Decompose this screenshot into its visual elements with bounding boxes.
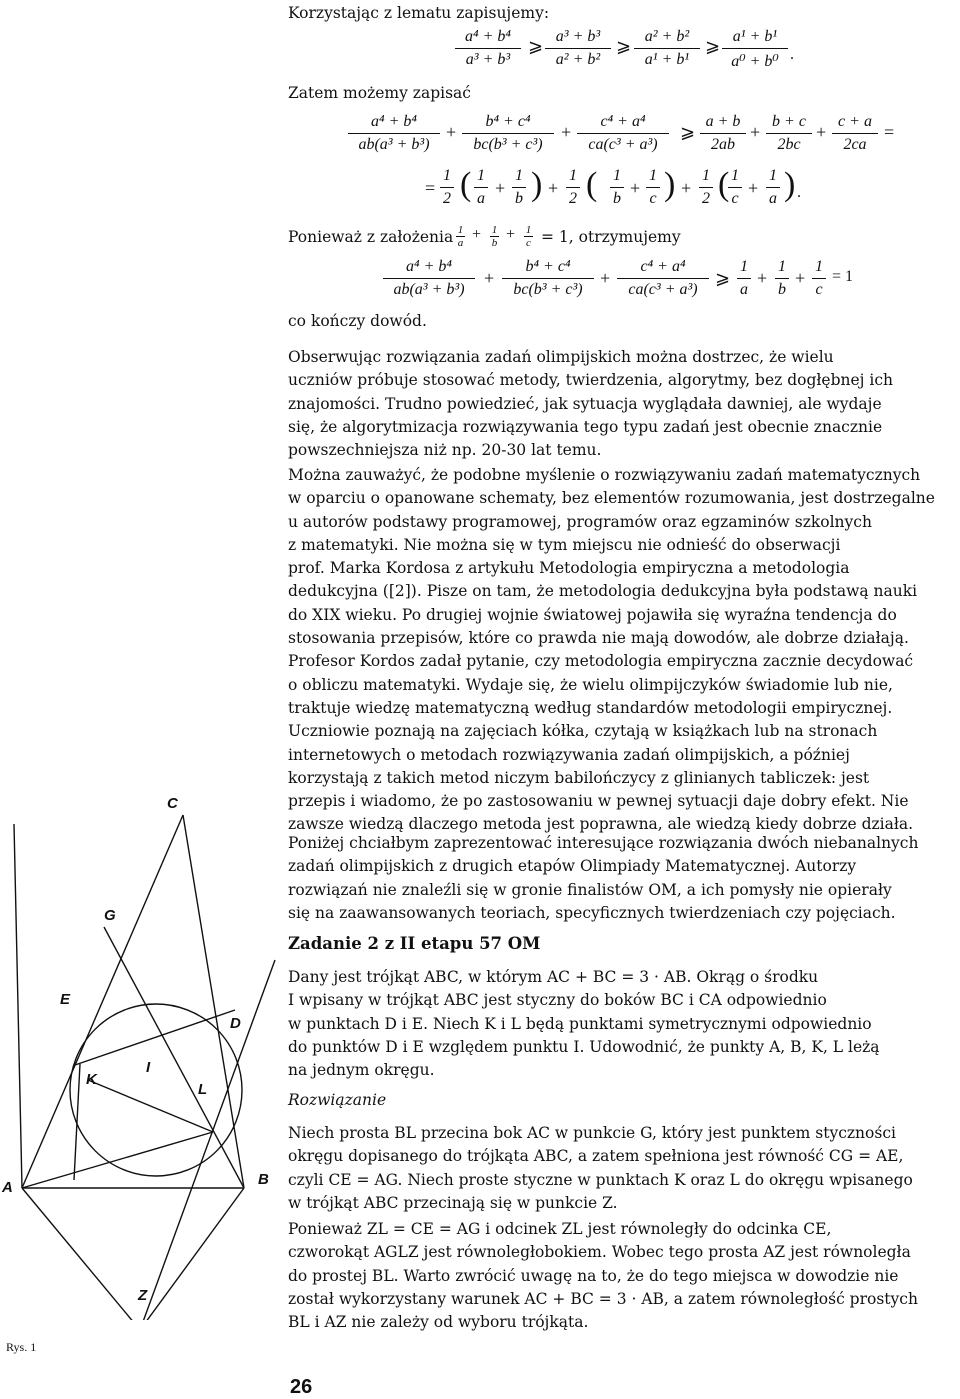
paragraph-2: Można zauważyć, że podobne myślenie o rozwiązywaniu zadań matematycznych w oparciu o opanowane schematy, bez elementów rozumowania, jest dostrzegalne u autorów podstawy programowej, programów oraz egzaminów szkolnych z matematyki. Nie można się w tym miejscu nie odnieść do obserwacji prof. Marka Kordosa z artykułu Metodologia empiryczna a metodologia dedukcyjna ([2]). Pisze on tam, że metodologia dedukcyjna była podstawą nauki do XIX wieku. Po drugiej wojnie światowej pojawiła się wyraźna tendencja do stosowania przepisów, które co prawda nie mają dowodów, ale dobrze działają. Profesor Kordos zadał pytanie, czy metodologia empiryczna zacznie decydować o obliczu matematyki. Wydaje się, że wielu olimpijczyków świadomie lub nie, traktuje wiedzę matematyczną według standardów metodologii empirycznej. Uczniowie poznają na zajęciach kółka, czytają w książkach lub na stronach internetowych o metodach rozwiązywania zadań olimpijskich, a później korzystają z takich metod niczym babilończycy z glinianych tabliczek: jest przepis i wiadomo, że po zastosowaniu w pewnej sytuacji daje dobry efekt. Nie zawsze wiedzą dlaczego metoda jest poprawna, ale wiedzą kiedy dobrze działa.	[288, 466, 935, 834]
figure-caption: Rys. 1	[6, 1340, 37, 1354]
rhs-term-3: c + a 2ca	[832, 113, 878, 154]
geq-sign: ⩾	[705, 36, 721, 56]
geq-sign: ⩾	[528, 36, 544, 56]
chain-fraction-2: a³ + b³ a² + b²	[545, 28, 611, 69]
end-line: co kończy dowód.	[288, 312, 427, 330]
plus-sign: +	[816, 122, 827, 142]
problem-heading: Zadanie 2 z II etapu 57 OM	[288, 934, 541, 953]
segment-LZ	[140, 960, 275, 1320]
rhs-term-2: b + c 2bc	[766, 113, 812, 154]
plus-sign: +	[750, 122, 761, 142]
label-C: C	[167, 795, 178, 812]
solution-paragraph-1: Niech prosta BL przecina bok AC w punkcie G, który jest punktem styczności okręgu dopisanego do trójkąta ABC, a zatem spełniona jest równość CG = AE, czyli CE = AG. Niech proste styczne w punktach K oraz L do okręgu wpisanego w trójkąt ABC przecinają się w punkcie Z.	[288, 1124, 913, 1212]
geometry-figure	[0, 760, 286, 1320]
figure-labels	[1, 795, 269, 1304]
paragraph-1: Obserwując rozwiązania zadań olimpijskich można dostrzec, że wielu uczniów próbuje stosować metody, twierdzenia, algorytmy, bez dogłębnej ich znajomości. Trudno powiedzieć, jak sytuacja wyglądała dawniej, ale wydaje się, że algorytmizacja rozwiązywania tego typu zadań jest obecnie znacznie powszechniejsza niż np. 20-30 lat temu.	[288, 348, 894, 460]
segment-AC	[22, 815, 183, 1188]
geq-sign: ⩾	[616, 36, 632, 56]
problem-statement: Dany jest trójkąt ABC, w którym AC + BC = 3 · AB. Okrąg o środku I wpisany w trójkąt ABC jest styczny do boków BC i CA odpowiednio w punktach D i E. Niech K i L będą punktami symetrycznymi odpowiednio do punktów D i E względem punktu I. Udowodnić, że punkty A, B, K, L leżą na jednym okręgu.	[288, 968, 880, 1080]
sum-term-2: b⁴ + c⁴ bc(b³ + c³)	[462, 113, 554, 154]
plus-sign: +	[446, 122, 457, 142]
chain-fraction-4: a¹ + b¹ a⁰ + b⁰	[722, 28, 788, 71]
lemma-line: Korzystając z lematu zapisujemy:	[288, 4, 550, 22]
label-L: L	[198, 1081, 208, 1098]
solution-heading: Rozwiązanie	[288, 1091, 387, 1109]
label-I: I	[146, 1059, 151, 1076]
label-B: B	[258, 1171, 269, 1188]
geq-sign: ⩾	[680, 122, 696, 142]
paragraph-3: Poniżej chciałbym zaprezentować interesujące rozwiązania dwóch niebanalnych zadań olimpijskich z drugich etapów Olimpiady Matematycznej. Autorzy rozwiązań nie znaleźli się w gronie finalistów OM, a ich pomysły nie opierały się na zaawansowanych teoriach, specyficznych twierdzeniach czy pojęciach.	[288, 834, 919, 922]
label-G: G	[104, 907, 116, 924]
label-E: E	[60, 991, 71, 1008]
segment-BZ	[140, 1188, 244, 1320]
chain-fraction-1: a⁴ + b⁴ a³ + b³	[455, 28, 521, 69]
sum-term-3: c⁴ + a⁴ ca(c³ + a³)	[577, 113, 669, 154]
segment-AZ	[22, 1188, 140, 1320]
label-D: D	[230, 1015, 241, 1032]
sum-term-1: a⁴ + b⁴ ab(a³ + b³)	[348, 113, 440, 154]
label-K: K	[86, 1071, 97, 1088]
equals-sign: =	[884, 122, 895, 142]
segment-K	[74, 1064, 80, 1180]
segment-ED	[75, 1010, 235, 1065]
label-A: A	[2, 1179, 13, 1196]
zatem-line: Zatem możemy zapisać	[288, 84, 471, 102]
solution-paragraph-2: Ponieważ ZL = CE = AG i odcinek ZL jest równoległy do odcinka CE, czworokąt AGLZ jest równoległobokiem. Wobec tego prosta AZ jest równoległa do prostej BL. Warto zwrócić uwagę na to, że do tego miejsca w dowodzie nie został wykorzystany warunek AC + BC = 3 · AB, a zatem równoległość prostych BL i AZ nie zależy od wyboru trójkąta.	[288, 1220, 918, 1332]
segment-AL	[22, 1132, 213, 1188]
page-number: 26	[290, 1376, 313, 1398]
rhs-term-1: a + b 2ab	[700, 113, 746, 154]
label-Z: Z	[138, 1287, 148, 1304]
tangent-line	[14, 824, 22, 1188]
segment-KL	[88, 1080, 213, 1132]
incircle	[70, 1004, 242, 1176]
plus-sign: +	[561, 122, 572, 142]
chain-fraction-3: a² + b² a¹ + b¹	[634, 28, 700, 69]
